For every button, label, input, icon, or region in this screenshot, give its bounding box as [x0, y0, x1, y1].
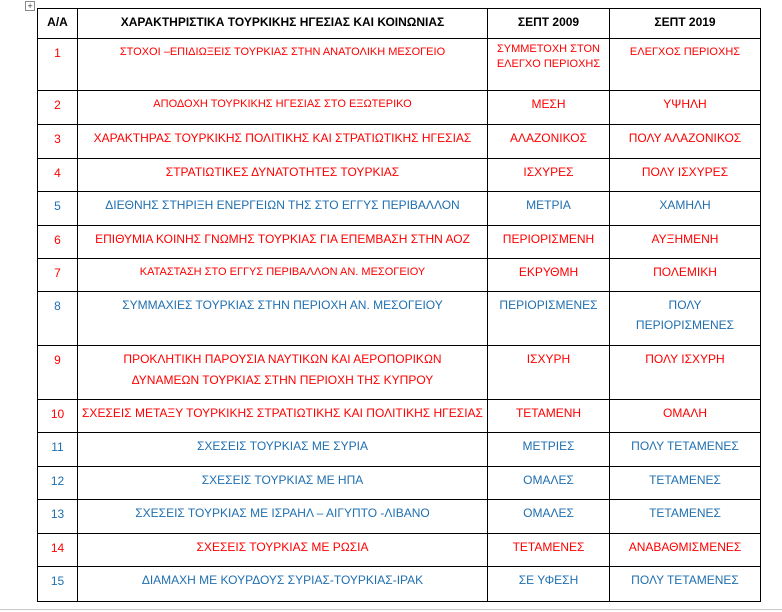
- value-2009: ΙΣΧΥΡΕΣ: [488, 159, 610, 192]
- row-number: 4: [38, 159, 78, 192]
- row-number: 8: [38, 292, 78, 346]
- value-2019: ΠΟΛΥ ΠΕΡΙΟΡΙΣΜΕΝΕΣ: [610, 292, 761, 346]
- table-row: [38, 567, 761, 602]
- row-number: 7: [38, 259, 78, 292]
- row-number: 6: [38, 226, 78, 259]
- table-row: [38, 400, 761, 433]
- row-number: 1: [38, 39, 78, 91]
- row-number: 12: [38, 467, 78, 500]
- header-sep-2009: ΣΕΠΤ 2009: [488, 9, 610, 39]
- table-row: [38, 226, 761, 259]
- value-2019: ΠΟΛΥ ΑΛΑΖΟΝΙΚΟΣ: [610, 125, 761, 159]
- table-row: [38, 259, 761, 292]
- row-number: 13: [38, 500, 78, 534]
- value-2009: ΕΚΡΥΘΜΗ: [488, 259, 610, 292]
- row-description: ΣΧΕΣΕΙΣ ΜΕΤΑΞΥ ΤΟΥΡΚΙΚΗΣ ΣΤΡΑΤΙΩΤΙΚΗΣ ΚΑΙ ΠΟΛΙΤΙΚΗΣ ΗΓΕΣΙΑΣ: [78, 400, 488, 433]
- value-2009: ΣΥΜΜΕΤΟΧΗ ΣΤΟΝ ΕΛΕΓΧΟ ΠΕΡΙΟΧΗΣ: [488, 39, 610, 91]
- page-edge: [0, 609, 782, 610]
- table-row: [38, 39, 761, 91]
- row-description: ΣΥΜΜΑΧΙΕΣ ΤΟΥΡΚΙΑΣ ΣΤΗΝ ΠΕΡΙΟΧΗ ΑΝ. ΜΕΣΟΓΕΙΟΥ: [78, 292, 488, 346]
- row-number: 2: [38, 91, 78, 125]
- row-description: ΣΤΡΑΤΙΩΤΙΚΕΣ ΔΥΝΑΤΟΤΗΤΕΣ ΤΟΥΡΚΙΑΣ: [78, 159, 488, 192]
- table-row: [38, 292, 761, 346]
- row-description: ΣΧΕΣΕΙΣ ΤΟΥΡΚΙΑΣ ΜΕ ΙΣΡΑΗΛ – ΑΙΓΥΠΤΟ -ΛΙΒΑΝΟ: [78, 500, 488, 534]
- value-2009: ΟΜΑΛΕΣ: [488, 467, 610, 500]
- value-2009: ΙΣΧΥΡΗ: [488, 346, 610, 400]
- value-2009: ΜΕΣΗ: [488, 91, 610, 125]
- comparison-table: [37, 8, 761, 602]
- value-2009: ΣΕ ΥΦΕΣΗ: [488, 567, 610, 602]
- row-description: ΕΠΙΘΥΜΙΑ ΚΟΙΝΗΣ ΓΝΩΜΗΣ ΤΟΥΡΚΙΑΣ ΓΙΑ ΕΠΕΜΒΑΣΗ ΣΤΗΝ ΑΟΖ: [78, 226, 488, 259]
- value-2019: ΤΕΤΑΜΕΝΕΣ: [610, 467, 761, 500]
- table-row: [38, 534, 761, 567]
- value-2019: ΤΕΤΑΜΕΝΕΣ: [610, 500, 761, 534]
- value-2009: ΑΛΑΖΟΝΙΚΟΣ: [488, 125, 610, 159]
- header-row: [38, 9, 761, 39]
- table-row: [38, 125, 761, 159]
- row-description: ΠΡΟΚΛΗΤΙΚΗ ΠΑΡΟΥΣΙΑ ΝΑΥΤΙΚΩΝ ΚΑΙ ΑΕΡΟΠΟΡΙΚΩΝ ΔΥΝΑΜΕΩΝ ΤΟΥΡΚΙΑΣ ΣΤΗΝ ΠΕΡΙΟΧΗ ΤΗΣ ΚΥΠΡΟΥ: [78, 346, 488, 400]
- value-2009: ΠΕΡΙΟΡΙΣΜΕΝΗ: [488, 226, 610, 259]
- value-2019: ΕΛΕΓΧΟΣ ΠΕΡΙΟΧΗΣ: [610, 39, 761, 91]
- value-2009: ΜΕΤΡΙΑ: [488, 192, 610, 226]
- text-cursor: [760, 190, 761, 212]
- row-number: 14: [38, 534, 78, 567]
- row-number: 9: [38, 346, 78, 400]
- row-description: ΚΑΤΑΣΤΑΣΗ ΣΤΟ ΕΓΓΥΣ ΠΕΡΙΒΑΛΛΟΝ ΑΝ. ΜΕΣΟΓΕΙΟΥ: [78, 259, 488, 292]
- row-number: 11: [38, 433, 78, 467]
- table-row: [38, 91, 761, 125]
- value-2009: ΤΕΤΑΜΕΝΗ: [488, 400, 610, 433]
- value-2019: ΠΟΛΥ ΙΣΧΥΡΕΣ: [610, 159, 761, 192]
- value-2019: ΑΝΑΒΑΘΜΙΣΜΕΝΕΣ: [610, 534, 761, 567]
- table-row: [38, 500, 761, 534]
- row-description: ΔΙΑΜΑΧΗ ΜΕ ΚΟΥΡΔΟΥΣ ΣΥΡΙΑΣ-ΤΟΥΡΚΙΑΣ-ΙΡΑΚ: [78, 567, 488, 602]
- table-row: [38, 467, 761, 500]
- row-description: ΑΠΟΔΟΧΗ ΤΟΥΡΚΙΚΗΣ ΗΓΕΣΙΑΣ ΣΤΟ ΕΞΩΤΕΡΙΚΟ: [78, 91, 488, 125]
- row-description: ΧΑΡΑΚΤΗΡΑΣ ΤΟΥΡΚΙΚΗΣ ΠΟΛΙΤΙΚΗΣ ΚΑΙ ΣΤΡΑΤΙΩΤΙΚΗΣ ΗΓΕΣΙΑΣ: [78, 125, 488, 159]
- header-sep-2019: ΣΕΠΤ 2019: [610, 9, 761, 39]
- table-row: [38, 346, 761, 400]
- table-row: [38, 433, 761, 467]
- value-2009: ΠΕΡΙΟΡΙΣΜΕΝΕΣ: [488, 292, 610, 346]
- value-2019: ΠΟΛΥ ΤΕΤΑΜΕΝΕΣ: [610, 567, 761, 602]
- header-description: ΧΑΡΑΚΤΗΡΙΣΤΙΚΑ ΤΟΥΡΚΙΚΗΣ ΗΓΕΣΙΑΣ ΚΑΙ ΚΟΙΝΩΝΙΑΣ: [78, 9, 488, 39]
- row-number: 3: [38, 125, 78, 159]
- value-2019: ΠΟΛΕΜΙΚΗ: [610, 259, 761, 292]
- value-2019: ΠΟΛΥ ΤΕΤΑΜΕΝΕΣ: [610, 433, 761, 467]
- value-2019: ΠΟΛΥ ΙΣΧΥΡΗ: [610, 346, 761, 400]
- value-2019: ΥΨΗΛΗ: [610, 91, 761, 125]
- value-2009: ΟΜΑΛΕΣ: [488, 500, 610, 534]
- value-2019: ΟΜΑΛΗ: [610, 400, 761, 433]
- row-description: ΣΧΕΣΕΙΣ ΤΟΥΡΚΙΑΣ ΜΕ ΣΥΡΙΑ: [78, 433, 488, 467]
- value-2019: ΧΑΜΗΛΗ: [610, 192, 761, 226]
- value-2019: ΑΥΞΗΜΕΝΗ: [610, 226, 761, 259]
- row-number: 15: [38, 567, 78, 602]
- table-move-handle[interactable]: +: [25, 1, 35, 11]
- table-row: [38, 159, 761, 192]
- header-aa: Α/Α: [38, 9, 78, 39]
- value-2009: ΤΕΤΑΜΕΝΕΣ: [488, 534, 610, 567]
- row-description: ΔΙΕΘΝΗΣ ΣΤΗΡΙΞΗ ΕΝΕΡΓΕΙΩΝ ΤΗΣ ΣΤΟ ΕΓΓΥΣ ΠΕΡΙΒΑΛΛΟΝ: [78, 192, 488, 226]
- row-description: ΣΧΕΣΕΙΣ ΤΟΥΡΚΙΑΣ ΜΕ ΡΩΣΙΑ: [78, 534, 488, 567]
- table-row: [38, 192, 761, 226]
- value-2009: ΜΕΤΡΙΕΣ: [488, 433, 610, 467]
- row-description: ΣΤΟΧΟΙ –ΕΠΙΔΙΩΞΕΙΣ ΤΟΥΡΚΙΑΣ ΣΤΗΝ ΑΝΑΤΟΛΙΚΗ ΜΕΣΟΓΕΙΟ: [78, 39, 488, 91]
- row-number: 5: [38, 192, 78, 226]
- row-number: 10: [38, 400, 78, 433]
- row-description: ΣΧΕΣΕΙΣ ΤΟΥΡΚΙΑΣ ΜΕ ΗΠΑ: [78, 467, 488, 500]
